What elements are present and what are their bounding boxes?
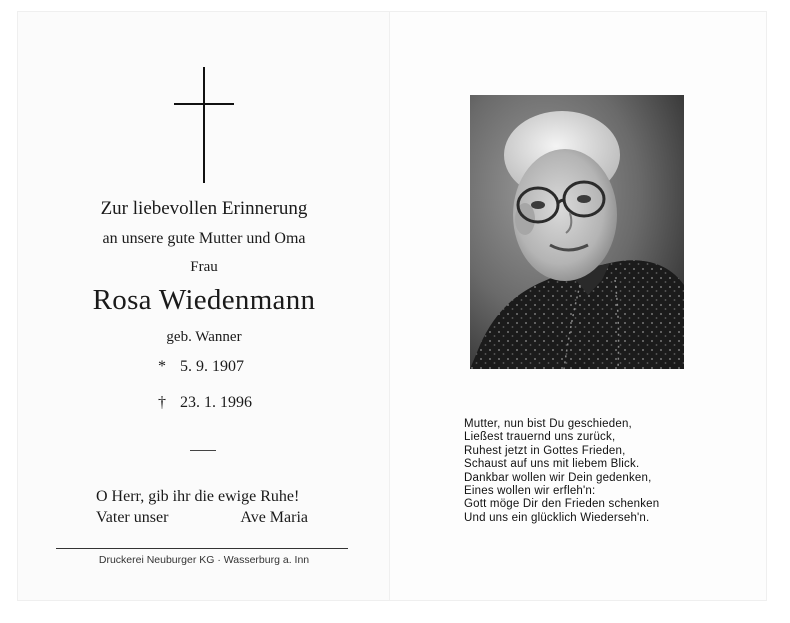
birth-star-icon: * <box>158 358 166 375</box>
memorial-heading: Zur liebevollen Erinnerung <box>100 198 308 219</box>
birth-date-row <box>158 358 244 376</box>
printer-credit: Druckerei Neuburger KG · Wasserburg a. Inn <box>98 554 310 566</box>
poem-line: Eines wollen wir erfleh'n: <box>464 485 596 498</box>
card-left-page <box>18 12 390 600</box>
birth-name: geb. Wanner <box>166 329 242 345</box>
prayer-row <box>96 509 308 527</box>
deceased-name: Rosa Wiedenmann <box>92 284 316 316</box>
death-date-row <box>158 394 252 412</box>
cross-icon-bar <box>174 103 234 105</box>
card-right-page <box>390 12 766 600</box>
footer-rule <box>56 548 348 549</box>
prayer-vater-unser: Vater unser <box>96 509 169 526</box>
poem-line: Und uns ein glücklich Wiederseh'n. <box>464 511 650 524</box>
memorial-subheading: an unsere gute Mutter und Oma <box>102 230 306 247</box>
death-date: 23. 1. 1996 <box>180 394 252 411</box>
title-frau: Frau <box>190 259 218 275</box>
poem-line: Mutter, nun bist Du geschieden, <box>464 418 632 430</box>
memorial-card <box>18 12 766 600</box>
poem-line: Gott möge Dir den Frieden schenken <box>464 498 660 511</box>
poem-line: Ruhest jetzt in Gottes Frieden, <box>464 444 626 457</box>
death-dagger-icon: † <box>158 394 166 411</box>
poem-line: Ließest trauernd uns zurück, <box>464 431 616 444</box>
poem-line: Dankbar wollen wir Dein gedenken, <box>464 471 652 484</box>
poem-line: Schaust auf uns mit liebem Blick. <box>464 458 640 471</box>
portrait-image <box>470 95 684 369</box>
memorial-poem <box>464 418 659 525</box>
portrait-photo <box>470 95 684 369</box>
birth-date: 5. 9. 1907 <box>180 358 244 375</box>
prayer-ave-maria: Ave Maria <box>240 509 308 526</box>
divider-dash <box>190 450 216 451</box>
prayer-line: O Herr, gib ihr die ewige Ruhe! <box>96 488 300 505</box>
cross-icon <box>203 67 205 183</box>
